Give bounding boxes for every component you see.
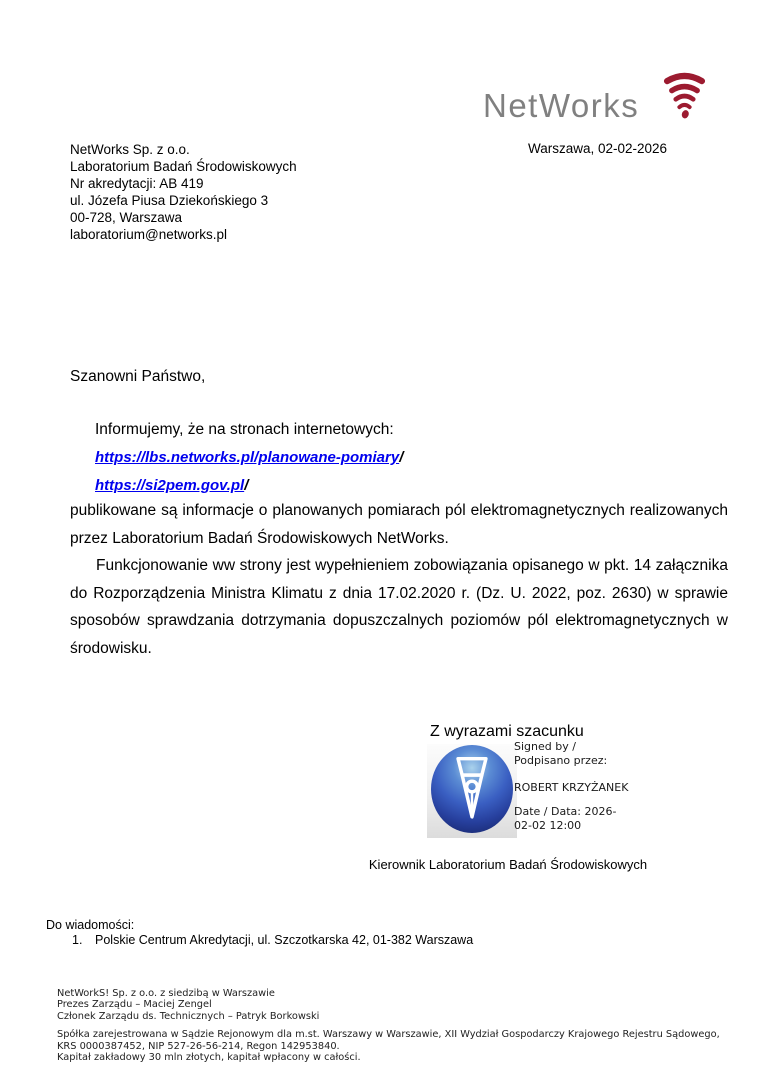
dateline: Warszawa, 02-02-2026: [528, 141, 668, 156]
link-suffix-slash: /: [244, 477, 249, 494]
sender-street: ul. Józefa Piusa Dziekońskiego 3: [70, 193, 269, 208]
footer-registry-court: Spółka zarejestrowana w Sądzie Rejonowym dla m.st. Warszawy w Warszawie, XII Wydział Gospodarczy Krajowego Rejestru Sądowego,: [57, 1029, 720, 1041]
sender-accreditation: Nr akredytacji: AB 419: [70, 176, 204, 191]
footer-registry-block: [57, 1029, 720, 1063]
link-si2pem[interactable]: https://si2pem.gov.pl: [95, 477, 245, 494]
sender-lab: Laboratorium Badań Środowiskowych: [70, 159, 297, 174]
logo-wordmark: NetWorks: [483, 87, 640, 124]
signed-by-line1: Signed by /: [514, 740, 576, 753]
link-planowane-pomiary[interactable]: https://lbs.networks.pl/planowane-pomiary: [95, 449, 400, 466]
signature-details: [514, 740, 628, 833]
signature-date: [514, 805, 628, 833]
link-line-si2pem: [95, 477, 248, 494]
closing-phrase: Z wyrazami szacunku: [430, 723, 584, 740]
intro-line: Informujemy, że na stronach internetowych:: [95, 421, 394, 438]
letter-body: [70, 497, 728, 663]
sender-address-block: [70, 141, 297, 243]
signed-by-label: [514, 740, 628, 768]
sender-city: 00-728, Warszawa: [70, 210, 183, 225]
signer-name: ROBERT KRZYŻANEK: [514, 781, 629, 794]
sender-company: NetWorks Sp. z o.o.: [70, 142, 190, 157]
footer-company-block: [57, 988, 720, 1022]
cc-item-number: 1.: [72, 933, 83, 947]
sender-email: laboratorium@networks.pl: [70, 227, 228, 242]
link-suffix-slash: /: [399, 449, 404, 466]
cc-label: Do wiadomości:: [46, 918, 135, 932]
networks-signal-icon: [661, 70, 708, 119]
link-line-planowane-pomiary: [95, 449, 403, 466]
footer-registry-numbers: KRS 0000387452, NIP 527-26-56-214, Regon 142953840.: [57, 1040, 340, 1052]
signature-date-line1: Date / Data: 2026-: [514, 805, 617, 818]
cc-item-text: Polskie Centrum Akredytacji, ul. Szczotkarska 42, 01-382 Warszawa: [95, 933, 474, 947]
footer-board-member: Członek Zarządu ds. Technicznych – Patryk Borkowski: [57, 1010, 320, 1022]
paragraph-1: publikowane są informacje o planowanych pomiarach pól elektromagnetycznych realizowanych przez Laboratorium Badań Środowiskowych NetWorks.: [70, 502, 728, 547]
footer-president: Prezes Zarządu – Maciej Zengel: [57, 999, 212, 1011]
signature-date-line2: 02-02 12:00: [514, 819, 582, 832]
signature-stamp: [427, 744, 517, 838]
footer-capital: Kapitał zakładowy 30 mln złotych, kapitał wpłacony w całości.: [57, 1052, 361, 1064]
pen-nib-seal-icon: [431, 745, 513, 833]
cc-item: [72, 933, 473, 947]
salutation: Szanowni Państwo,: [70, 368, 206, 385]
paragraph-2: Funkcjonowanie ww strony jest wypełnieniem zobowiązania opisanego w pkt. 14 załącznika do Rozporządzenia Ministra Klimatu z dnia 17.02.2020 r. (Dz. U. 2022, poz. 2630) w sprawie sposobów sprawdzania dotrzymania dopuszczalnych poziomów pól elektromagnetycznych w środowisku.: [70, 557, 728, 657]
signed-by-line2: Podpisano przez:: [514, 754, 608, 767]
footer-company-name: NetWorkS! Sp. z o.o. z siedzibą w Warszawie: [57, 988, 275, 999]
signer-role: Kierownik Laboratorium Badań Środowiskowych: [368, 857, 648, 872]
pen-nib-icon: [431, 745, 513, 833]
footer: [57, 988, 720, 1063]
